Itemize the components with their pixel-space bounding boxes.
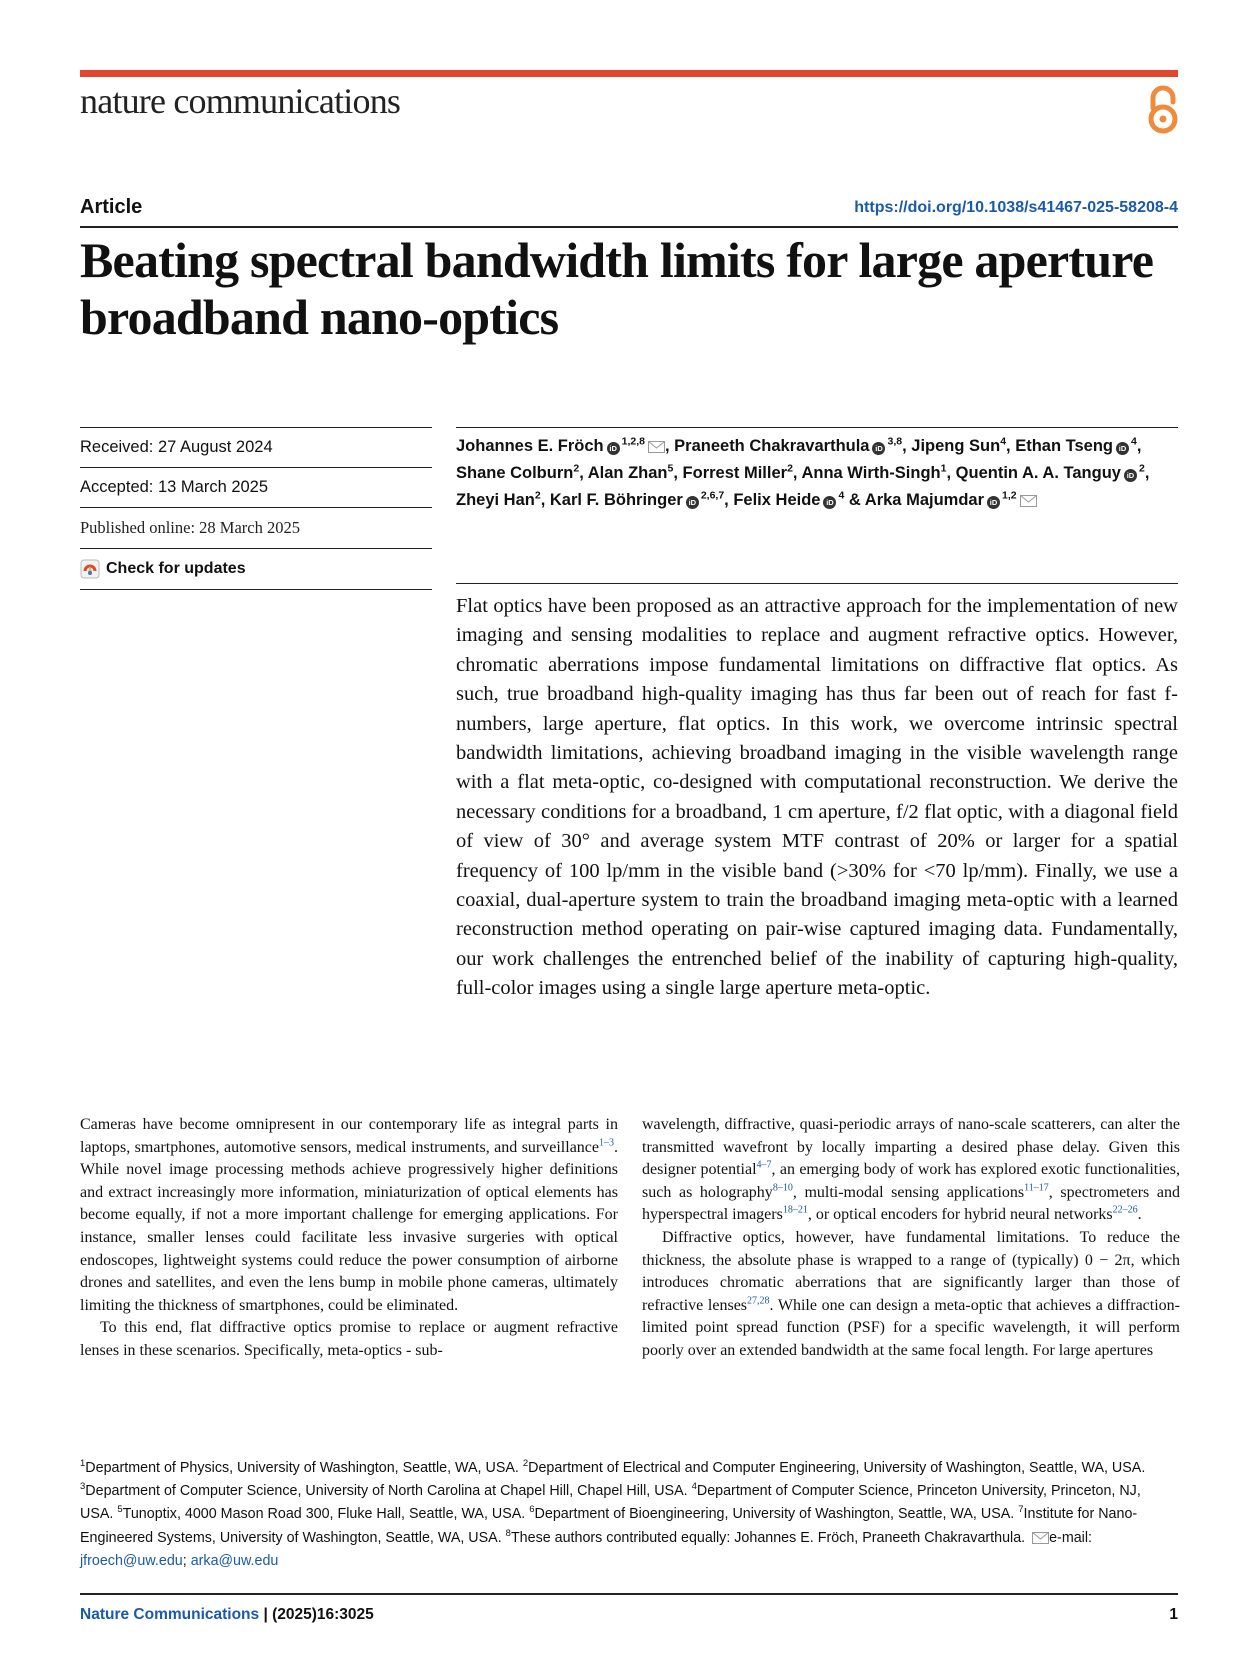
header-accent-bar bbox=[80, 70, 1178, 77]
article-type: Article bbox=[80, 196, 143, 218]
affiliation-number: 1 bbox=[80, 1458, 86, 1470]
orcid-icon[interactable]: iD bbox=[987, 496, 1000, 509]
footer-divider bbox=[80, 1593, 1178, 1595]
author-affiliation-number: 2 bbox=[573, 462, 580, 475]
author-affiliation-number: 4 bbox=[1000, 435, 1007, 448]
author-name: Arka Majumdar bbox=[864, 491, 985, 509]
author-name: Alan Zhan bbox=[587, 464, 668, 482]
author-name: Johannes E. Fröch bbox=[456, 437, 604, 455]
affiliation-number: 8 bbox=[505, 1527, 511, 1539]
abstract-divider bbox=[456, 583, 1178, 584]
mail-icon[interactable] bbox=[648, 441, 665, 453]
check-updates-icon bbox=[80, 559, 100, 579]
affiliation-number: 6 bbox=[529, 1504, 535, 1516]
affiliation-number: 5 bbox=[117, 1504, 123, 1516]
body-column-left bbox=[80, 1114, 618, 1363]
body-paragraph: To this end, flat diffractive optics promise to replace or augment refractive lenses in these scenarios. Specifically, meta-optics - sub- bbox=[80, 1319, 618, 1359]
author-name: Jipeng Sun bbox=[911, 437, 1001, 455]
mail-icon[interactable] bbox=[1032, 1532, 1049, 1544]
affiliation-text: Department of Physics, University of Washington, Seattle, WA, USA. bbox=[85, 1460, 523, 1476]
citation-reference[interactable]: 4–7 bbox=[756, 1159, 772, 1171]
title-divider bbox=[80, 226, 1178, 228]
author-list: Johannes E. Fröch iD$^{1,2,8}$ , Praneeth Chakravarthula iD$^{3,8}$, Jipeng Sun$^4$, Ethan Tseng $iD^4$, Shane Colburn$^2$, Alan Zhan$^5$, Forrest Miller$^2$, Anna Wirth-Singh$^1$, Quentin A. A. Tanguy $iD^2$, Zheyi Han$^2$, Karl F. Böhringer iD$^{2,6,7}$, Felix Heide $iD^4$ & Arka Majumdar iD$^{1,2}$ bbox=[456, 435, 1150, 509]
citation-reference[interactable]: 1–3 bbox=[599, 1137, 614, 1149]
orcid-icon[interactable]: iD bbox=[686, 496, 699, 509]
article-dates bbox=[80, 427, 432, 590]
citation-reference[interactable]: 27,28 bbox=[747, 1295, 770, 1307]
doi-link[interactable]: https://doi.org/10.1038/s41467-025-58208-4 bbox=[854, 199, 1178, 216]
author-name: Praneeth Chakravarthula bbox=[674, 437, 870, 455]
footer-journal-link[interactable]: Nature Communications bbox=[80, 1606, 260, 1623]
citation-reference[interactable]: 18–21 bbox=[782, 1205, 808, 1217]
article-title: Beating spectral bandwidth limits for large aperture broadband nano-optics bbox=[80, 232, 1154, 345]
email-separator: ; bbox=[182, 1552, 191, 1569]
open-access-icon bbox=[1143, 84, 1183, 136]
affiliation-text: Department of Electrical and Computer Engineering, University of Washington, Seattle, WA, USA. bbox=[528, 1460, 1146, 1476]
affiliation-text: Department of Bioengineering, University of Washington, Seattle, WA, USA. bbox=[534, 1506, 1019, 1523]
authors-divider bbox=[456, 427, 1178, 428]
footer-citation bbox=[80, 1606, 374, 1624]
body-paragraph: Cameras have become omnipresent in our contemporary life as integral parts in laptops, smartphones, automotive sensors, medical instruments, and surveillance$^{1-3}$. While novel image processing methods achieve progressively higher definitions and extract increasingly more information, miniaturization of optical elements has become equally, if not a more important challenge for emerging applications. For instance, smaller lenses could facilitate less invasive surgeries with optical endoscopes, lightweight systems could reduce the power consumption of airborne drones and satellites, and even the lens bump in mobile phone cameras, ultimately limiting the thickness of smartphones, could be eliminated. bbox=[80, 1116, 618, 1314]
mail-icon[interactable] bbox=[1020, 495, 1037, 507]
affiliation-number: 4 bbox=[691, 1481, 697, 1493]
orcid-icon[interactable]: iD bbox=[607, 442, 620, 455]
received-date: Received: 27 August 2024 bbox=[80, 438, 273, 456]
affiliation-text: These authors contributed equally: Johannes E. Fröch, Praneeth Chakravarthula. bbox=[510, 1529, 1030, 1546]
citation-reference[interactable]: 11–17 bbox=[1024, 1182, 1049, 1194]
orcid-icon[interactable]: iD bbox=[823, 496, 836, 509]
affiliations bbox=[80, 1457, 1178, 1573]
author-affiliation-number: 2 bbox=[787, 462, 793, 475]
email-label: e-mail: bbox=[1049, 1529, 1093, 1546]
citation-reference[interactable]: 8–10 bbox=[772, 1182, 793, 1194]
author-affiliation-number: 2 bbox=[1138, 462, 1145, 475]
footer-volume: | (2025)16:3025 bbox=[259, 1606, 374, 1623]
author-name: Shane Colburn bbox=[456, 464, 574, 482]
author-name: Karl F. Böhringer bbox=[549, 491, 683, 509]
author-name: Zheyi Han bbox=[456, 491, 535, 509]
author-name: Quentin A. A. Tanguy bbox=[955, 464, 1121, 482]
author-affiliation-number: 3,8 bbox=[887, 435, 903, 448]
author-affiliation-number: 4 bbox=[838, 489, 845, 502]
check-updates-label: Check for updates bbox=[106, 560, 246, 577]
affiliation-number: 7 bbox=[1018, 1504, 1024, 1516]
published-date: Published online: 28 March 2025 bbox=[80, 518, 300, 537]
citation-reference[interactable]: 22–26 bbox=[1112, 1205, 1138, 1217]
body-paragraph: Diffractive optics, however, have fundamental limitations. To reduce the thickness, the absolute phase is wrapped to a range of (typically) 0 − 2π, which introduces chromatic aberrations that are significantly larger than those of refractive lenses$^{27,28}$. While one can design a meta-optic that achieves a diffraction-limited point spread function (PSF) for a specific wavelength, it will perform poorly over an extended bandwidth at the same focal length. For large apertures bbox=[642, 1228, 1180, 1359]
affiliation-text: Department of Computer Science, University of North Carolina at Chapel Hill, Chapel Hill, USA. bbox=[85, 1483, 692, 1500]
author-affiliation-number: 5 bbox=[667, 462, 674, 475]
author-affiliation-number: 1 bbox=[940, 462, 947, 475]
affiliation-number: 3 bbox=[80, 1481, 86, 1493]
page-number: 1 bbox=[1169, 1606, 1178, 1623]
author-affiliation-number: 2,6,7 bbox=[700, 489, 725, 502]
author-name: Felix Heide bbox=[733, 491, 821, 509]
email-link[interactable]: arka@uw.edu bbox=[190, 1552, 279, 1569]
author-affiliation-number: 1,2 bbox=[1002, 489, 1017, 502]
affiliation-text: Department of Computer Science, Princeton University, Princeton, NJ, USA. bbox=[80, 1483, 1141, 1523]
affiliation-text: Institute for Nano-Engineered Systems, University of Washington, Seattle, WA, USA. bbox=[80, 1506, 1138, 1546]
author-name: Ethan Tseng bbox=[1015, 437, 1113, 455]
accepted-date: Accepted: 13 March 2025 bbox=[80, 478, 269, 496]
body-paragraph: wavelength, diffractive, quasi-periodic arrays of nano-scale scatterers, can alter the transmitted wavefront by locally imparting a desired phase delay. Given this designer potential$^{4-7}$, an emerging body of work has explored exotic functionalities, such as holography$^{8-10}$, multi-modal sensing applications$^{11-17}$, spectrometers and hyperspectral imagers$^{18-21}$, or optical encoders for hybrid neural networks$^{22-26}$. bbox=[642, 1116, 1181, 1224]
author-name: Anna Wirth-Singh bbox=[801, 464, 941, 482]
journal-name: nature communications bbox=[80, 81, 401, 121]
check-updates-button[interactable] bbox=[80, 549, 432, 589]
email-link[interactable]: jfroech@uw.edu bbox=[80, 1552, 183, 1569]
orcid-icon[interactable]: iD bbox=[872, 442, 885, 455]
author-name: Forrest Miller bbox=[682, 464, 788, 482]
affiliation-text: Tunoptix, 4000 Mason Road 300, Fluke Hall, Seattle, WA, USA. bbox=[122, 1506, 530, 1523]
body-column-right bbox=[642, 1114, 1180, 1363]
affiliation-number: 2 bbox=[522, 1458, 529, 1470]
dates-divider bbox=[80, 589, 432, 590]
orcid-icon[interactable]: iD bbox=[1116, 442, 1129, 455]
author-affiliation-number: 1,2,8 bbox=[621, 435, 645, 448]
author-affiliation-number: 4 bbox=[1131, 435, 1137, 448]
orcid-icon[interactable]: iD bbox=[1124, 469, 1137, 482]
abstract: Flat optics have been proposed as an attractive approach for the implementation of new imaging and sensing modalities to replace and augment refractive optics. However, chromatic aberrations impose fundamental limitations on diffractive flat optics. As such, true broadband high-quality imaging has thus far been out of reach for fast f-numbers, large aperture, flat optics. In this work, we overcome intrinsic spectral bandwidth limitations, achieving broadband imaging in the visible wavelength range with a flat meta-optic, co-designed with computational reconstruction. We derive the necessary conditions for a broadband, 1 cm aperture, f/2 flat optic, with a diagonal field of view of 30° and average system MTF contrast of 20% or larger for a spatial frequency of 100 lp/mm in the visible band (>30% for <70 lp/mm). Finally, we use a coaxial, dual-aperture system to train the broadband imaging meta-optic with a learned reconstruction method operating on pair-wise captured imaging data. Fundamentally, our work challenges the entrenched belief of the inability of capturing high-quality, full-color images using a single large aperture meta-optic. bbox=[456, 595, 1178, 1000]
author-affiliation-number: 2 bbox=[534, 489, 541, 502]
